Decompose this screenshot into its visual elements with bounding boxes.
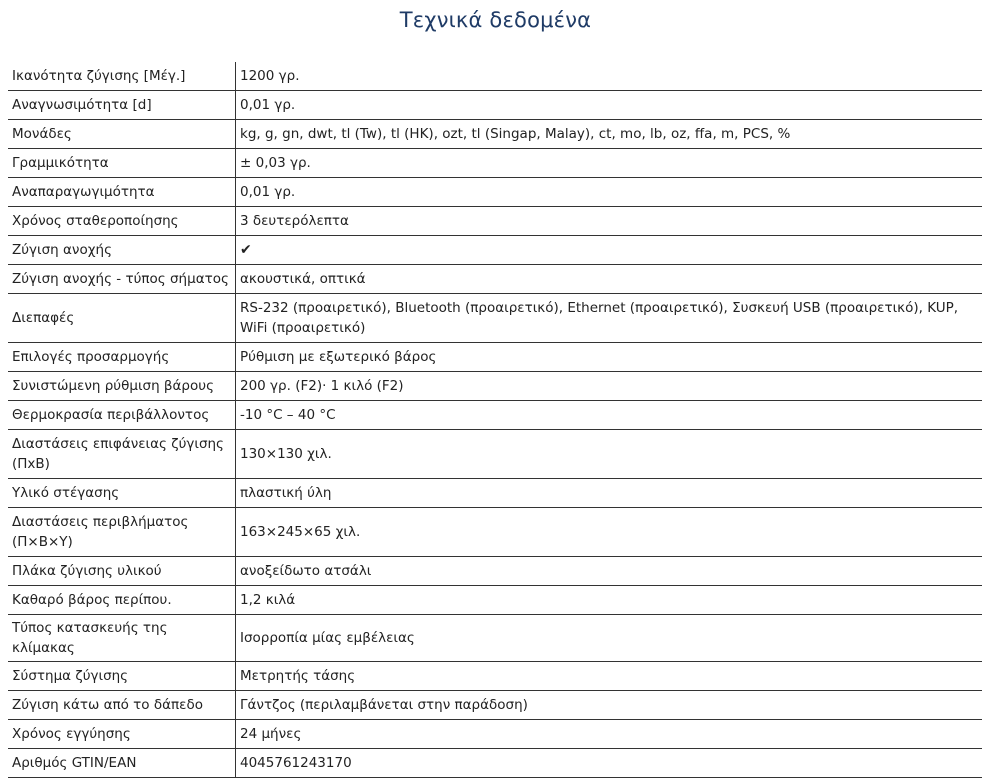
spec-value: 3 δευτερόλεπτα: [236, 207, 983, 236]
spec-value: 1200 γρ.: [236, 62, 983, 91]
page-title: Τεχνικά δεδομένα: [399, 8, 592, 32]
table-row: [8, 265, 982, 294]
spec-label: Ζύγιση ανοχής: [8, 236, 236, 265]
spec-table: [8, 62, 982, 778]
spec-label: Χρόνος σταθεροποίησης: [8, 207, 236, 236]
spec-label: Επιλογές προσαρμογής: [8, 343, 236, 372]
checkmark-icon: ✔: [240, 242, 252, 258]
spec-value: Ισορροπία μίας εμβέλειας: [236, 615, 983, 662]
spec-value: 163×245×65 χιλ.: [236, 508, 983, 557]
spec-value: 24 μήνες: [236, 720, 983, 749]
spec-value: Μετρητής τάσης: [236, 662, 983, 691]
table-row: [8, 207, 982, 236]
spec-label: Πλάκα ζύγισης υλικού: [8, 557, 236, 586]
spec-label: Αναγνωσιμότητα [d]: [8, 91, 236, 120]
spec-label: Γραμμικότητα: [8, 149, 236, 178]
spec-label: Ικανότητα ζύγισης [Μέγ.]: [8, 62, 236, 91]
spec-value: RS-232 (προαιρετικό), Bluetooth (προαιρετικό), Ethernet (προαιρετικό), Συσκευή USB (προαιρετικό), KUP, WiFi (προαιρετικό): [236, 294, 983, 343]
spec-value: kg, g, gn, dwt, tl (Tw), tl (HK), ozt, tl (Singap, Malay), ct, mo, lb, oz, ffa, m, PCS, %: [236, 120, 983, 149]
spec-value: 200 γρ. (F2)· 1 κιλό (F2): [236, 372, 983, 401]
spec-label: Ζύγιση ανοχής - τύπος σήματος: [8, 265, 236, 294]
table-row: [8, 479, 982, 508]
spec-value: ακουστικά, οπτικά: [236, 265, 983, 294]
spec-value: πλαστική ύλη: [236, 479, 983, 508]
spec-value: 0,01 γρ.: [236, 91, 983, 120]
spec-value: -10 °C – 40 °C: [236, 401, 983, 430]
table-row: [8, 120, 982, 149]
spec-label: Διεπαφές: [8, 294, 236, 343]
table-row: [8, 401, 982, 430]
table-row: [8, 430, 982, 479]
spec-label: Αριθμός GTIN/EAN: [8, 749, 236, 778]
table-row: [8, 615, 982, 662]
table-row: [8, 62, 982, 91]
spec-label: Υλικό στέγασης: [8, 479, 236, 508]
table-row: [8, 149, 982, 178]
table-row: [8, 557, 982, 586]
spec-value: ανοξείδωτο ατσάλι: [236, 557, 983, 586]
spec-value: [236, 236, 983, 265]
spec-value: 0,01 γρ.: [236, 178, 983, 207]
spec-label: Ζύγιση κάτω από το δάπεδο: [8, 691, 236, 720]
spec-label: Αναπαραγωγιμότητα: [8, 178, 236, 207]
spec-value: 1,2 κιλά: [236, 586, 983, 615]
spec-value: Ρύθμιση με εξωτερικό βάρος: [236, 343, 983, 372]
spec-value: 4045761243170: [236, 749, 983, 778]
spec-label: Θερμοκρασία περιβάλλοντος: [8, 401, 236, 430]
spec-label: Τύπος κατασκευής της κλίμακας: [8, 615, 236, 662]
table-row: [8, 178, 982, 207]
spec-label: Διαστάσεις περιβλήματος (Π×Β×Υ): [8, 508, 236, 557]
table-row: [8, 294, 982, 343]
spec-label: Μονάδες: [8, 120, 236, 149]
spec-value: ± 0,03 γρ.: [236, 149, 983, 178]
spec-label: Σύστημα ζύγισης: [8, 662, 236, 691]
table-row: [8, 508, 982, 557]
table-row: [8, 236, 982, 265]
table-row: [8, 372, 982, 401]
spec-label: Διαστάσεις επιφάνειας ζύγισης (ΠxΒ): [8, 430, 236, 479]
table-row: [8, 720, 982, 749]
table-row: [8, 343, 982, 372]
spec-label: Καθαρό βάρος περίπου.: [8, 586, 236, 615]
table-row: [8, 91, 982, 120]
table-row: [8, 586, 982, 615]
table-row: [8, 662, 982, 691]
spec-label: Χρόνος εγγύησης: [8, 720, 236, 749]
spec-label: Συνιστώμενη ρύθμιση βάρους: [8, 372, 236, 401]
spec-value: 130×130 χιλ.: [236, 430, 983, 479]
spec-value: Γάντζος (περιλαμβάνεται στην παράδοση): [236, 691, 983, 720]
table-row: [8, 691, 982, 720]
